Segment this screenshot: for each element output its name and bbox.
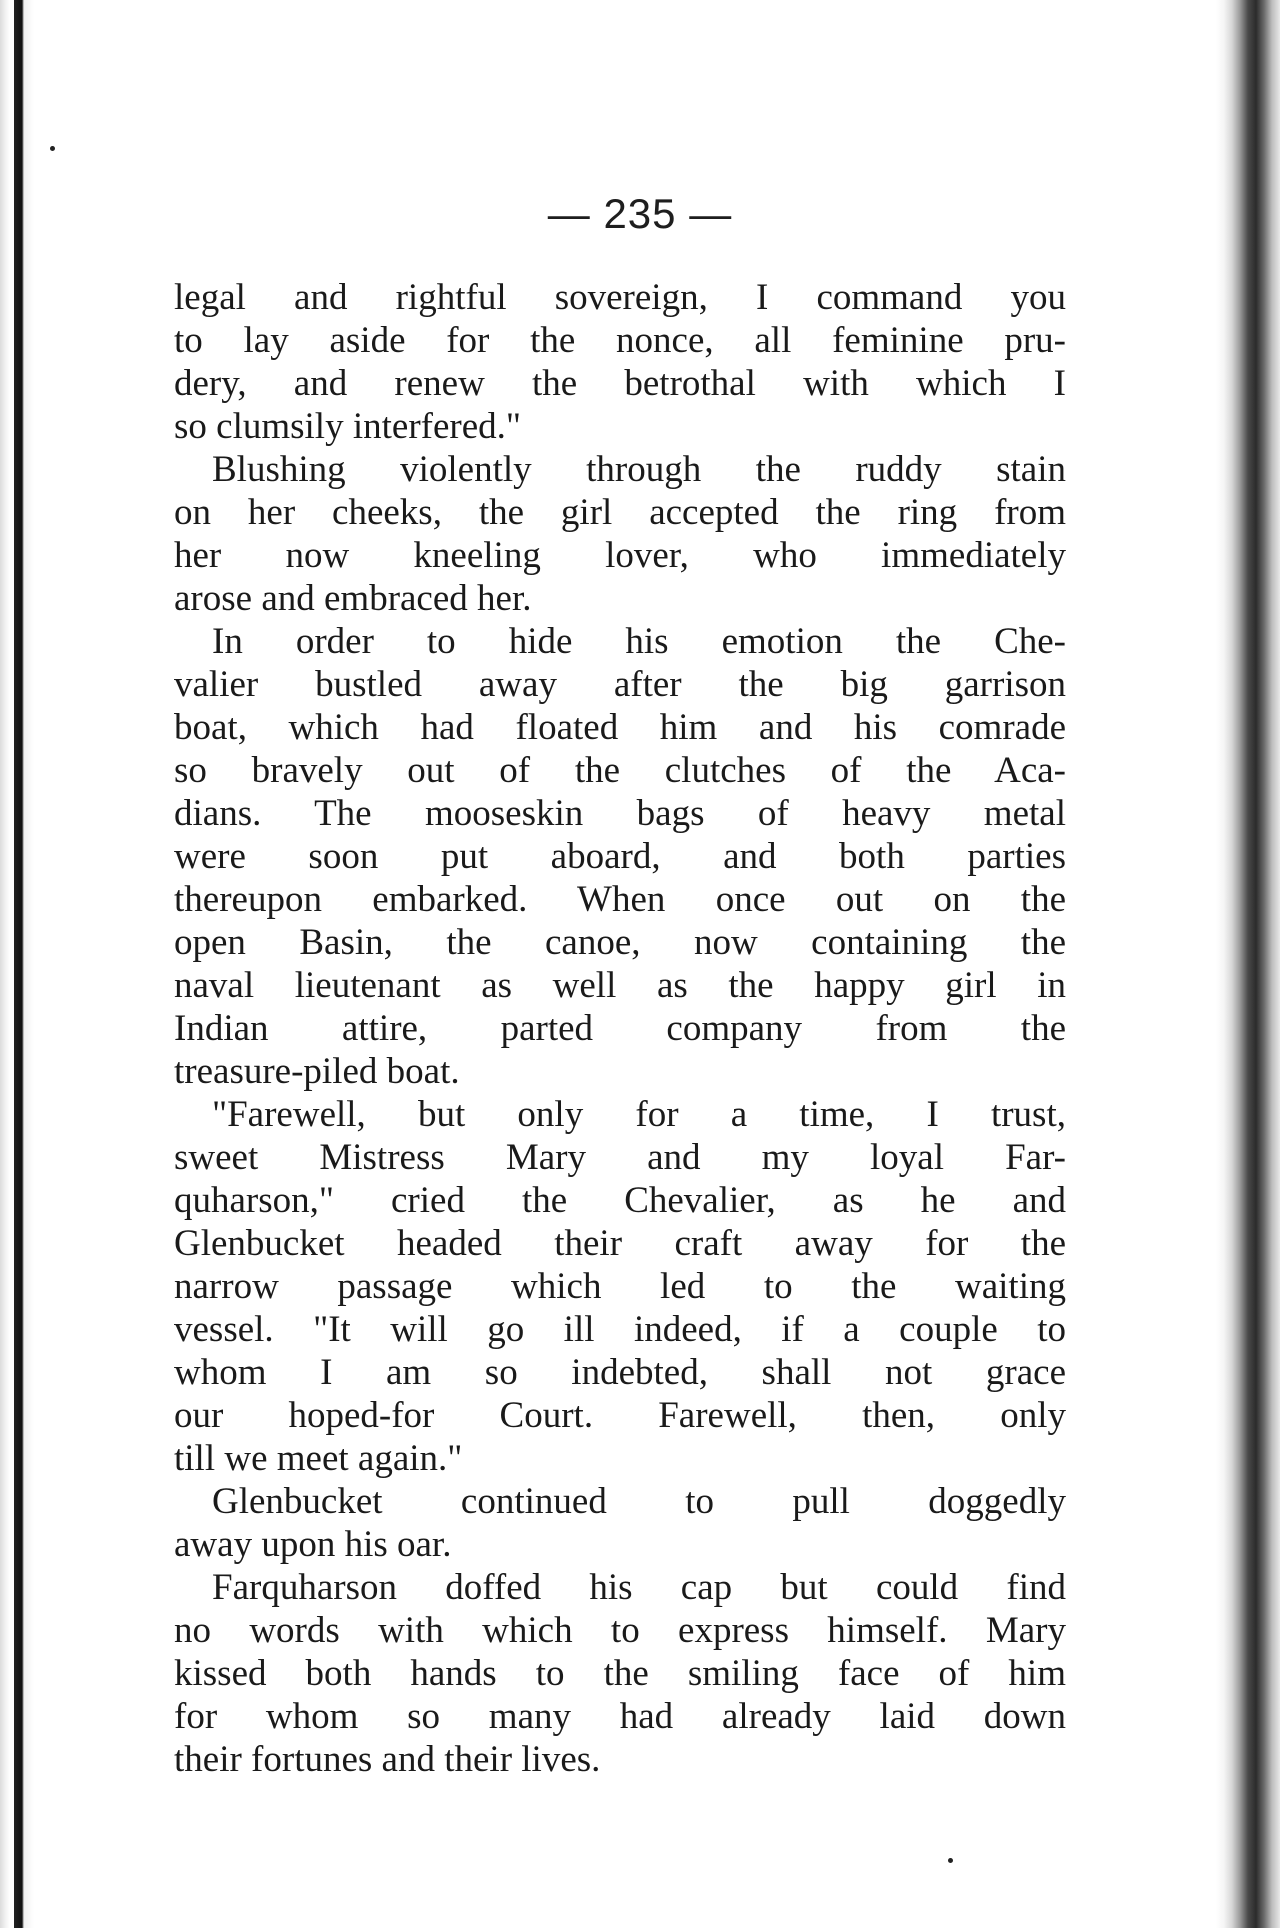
scan-speck [50, 146, 55, 151]
text-line: whom I am so indebted, shall not grace [174, 1352, 1066, 1393]
text-line: legal and rightful sovereign, I command you [174, 277, 1066, 318]
paragraph [174, 1566, 1066, 1781]
text-line: thereupon embarked. When once out on the [174, 879, 1066, 920]
text-line: to lay aside for the nonce, all feminine pru- [174, 320, 1066, 361]
body-text [174, 276, 1066, 1781]
text-line: our hoped-for Court. Farewell, then, only [174, 1395, 1066, 1436]
text-line: sweet Mistress Mary and my loyal Far- [174, 1137, 1066, 1178]
text-line: her now kneeling lover, who immediately [174, 535, 1066, 576]
paragraph [174, 276, 1066, 448]
text-line: their fortunes and their lives. [174, 1739, 601, 1780]
text-line: narrow passage which led to the waiting [174, 1266, 1066, 1307]
paragraph [174, 448, 1066, 620]
text-line: Farquharson doffed his cap but could find [212, 1567, 1066, 1608]
text-line: Blushing violently through the ruddy stain [212, 449, 1066, 490]
text-line: arose and embraced her. [174, 578, 532, 619]
text-line: on her cheeks, the girl accepted the ring from [174, 492, 1066, 533]
page-number: — 235 — [547, 190, 733, 237]
text-line: quharson," cried the Chevalier, as he and [174, 1180, 1066, 1221]
text-line: dians. The mooseskin bags of heavy metal [174, 793, 1066, 834]
text-line: naval lieutenant as well as the happy girl in [174, 965, 1066, 1006]
scan-edge-right [1216, 0, 1280, 1928]
text-line: treasure-piled boat. [174, 1051, 460, 1092]
text-line: "Farewell, but only for a time, I trust, [212, 1094, 1066, 1135]
paragraph [174, 620, 1066, 1093]
text-line: Indian attire, parted company from the [174, 1008, 1066, 1049]
text-line: so bravely out of the clutches of the Aca- [174, 750, 1066, 791]
paragraph [174, 1480, 1066, 1566]
text-line: till we meet again." [174, 1438, 463, 1479]
paragraph [174, 1093, 1066, 1480]
text-line: no words with which to express himself. Mary [174, 1610, 1066, 1651]
text-line: vessel. "It will go ill indeed, if a couple to [174, 1309, 1066, 1350]
text-line: were soon put aboard, and both parties [174, 836, 1066, 877]
text-line: Glenbucket headed their craft away for the [174, 1223, 1066, 1264]
text-line: kissed both hands to the smiling face of him [174, 1653, 1066, 1694]
text-line: dery, and renew the betrothal with which I [174, 363, 1066, 404]
text-line: away upon his oar. [174, 1524, 452, 1565]
text-line: boat, which had floated him and his comrade [174, 707, 1066, 748]
text-line: In order to hide his emotion the Che- [212, 621, 1066, 662]
text-line: for whom so many had already laid down [174, 1696, 1066, 1737]
scan-edge-left [0, 0, 34, 1928]
text-line: so clumsily interfered." [174, 406, 521, 447]
scan-speck [948, 1858, 953, 1863]
text-line: valier bustled away after the big garrison [174, 664, 1066, 705]
text-line: Glenbucket continued to pull doggedly [212, 1481, 1066, 1522]
text-line: open Basin, the canoe, now containing the [174, 922, 1066, 963]
